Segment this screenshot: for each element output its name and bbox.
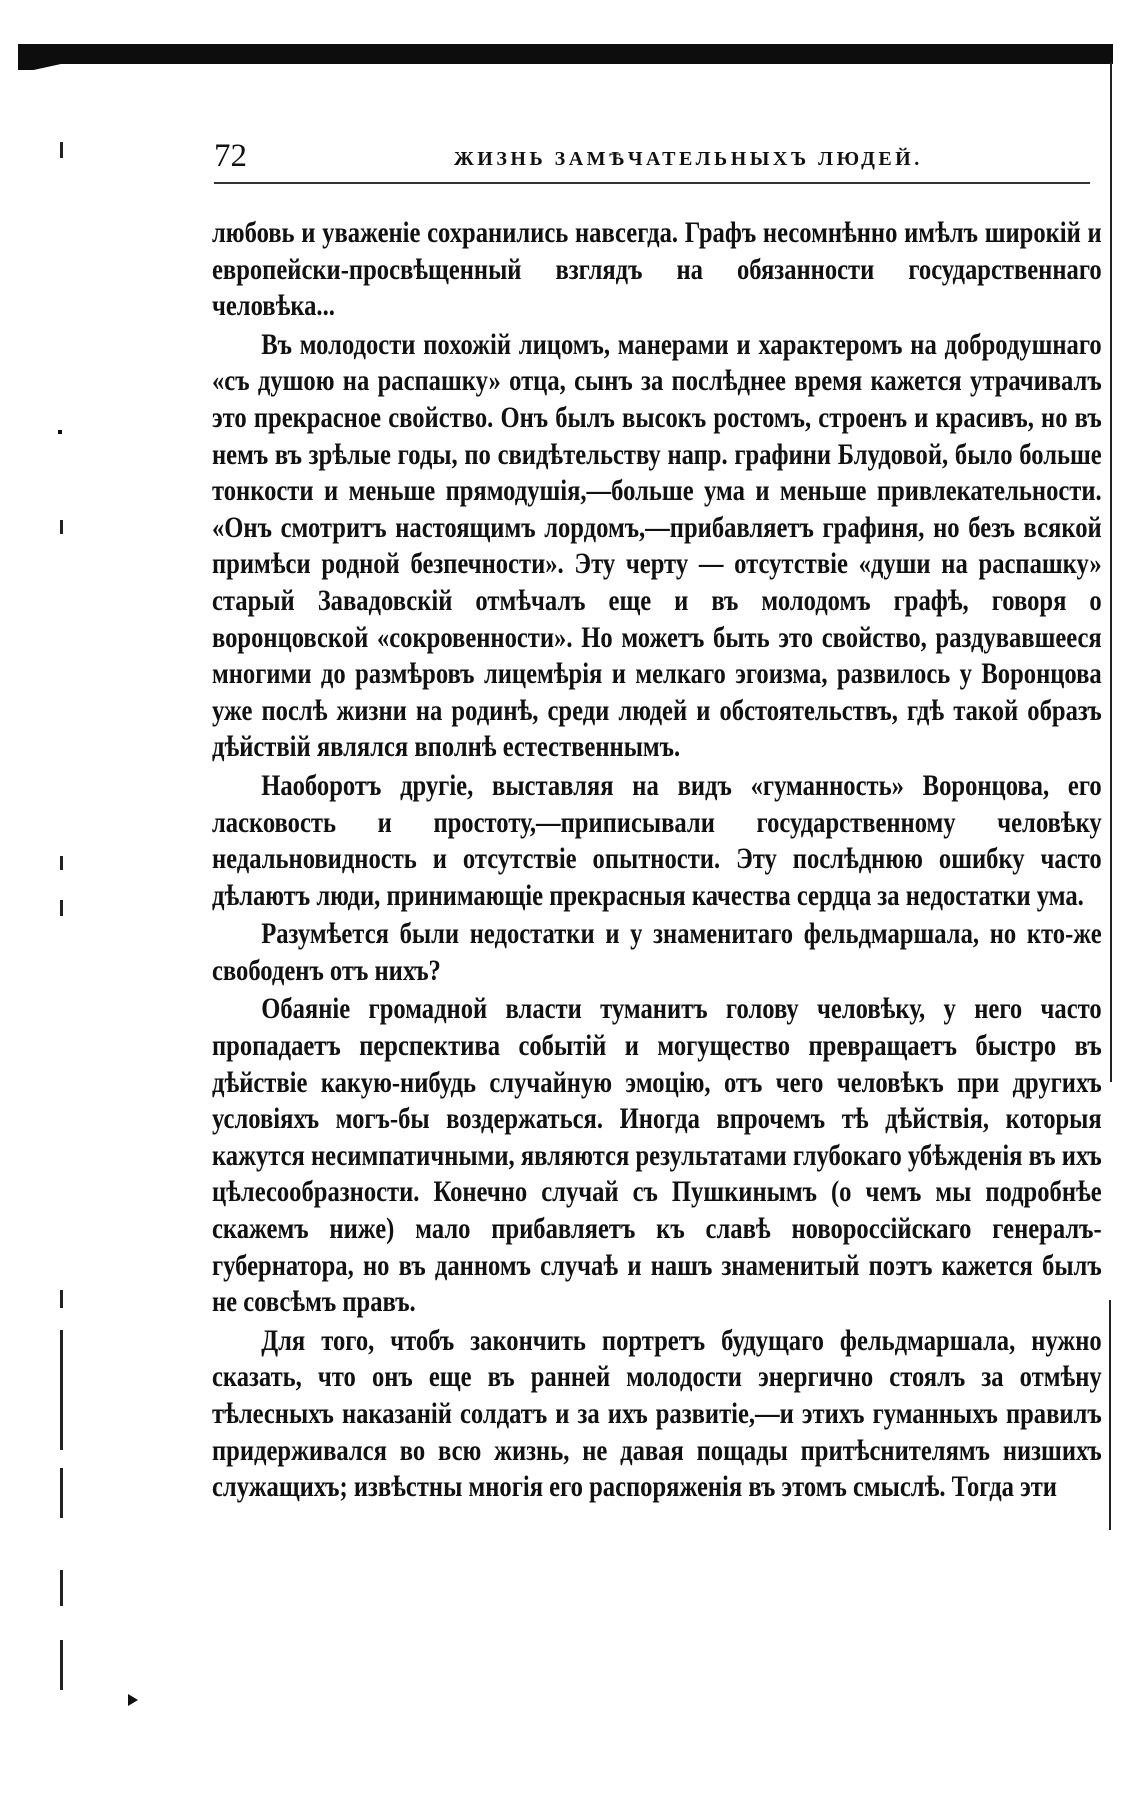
margin-mark <box>60 856 63 870</box>
paragraph: Разумѣется были недостатки и у знаменитаго фельдмаршала, но кто-же свободенъ отъ нихъ? <box>212 917 1102 987</box>
page-top-border-notch <box>18 62 70 70</box>
margin-mark <box>60 1290 63 1308</box>
paragraph: любовь и уваженіе сохранились навсегда. Графъ несомнѣнно имѣлъ широкій и европейски-просвѣщенный взглядъ на обязанности государственнаго человѣка... <box>212 216 1102 323</box>
margin-mark <box>60 1468 63 1518</box>
header-rule <box>214 182 1090 184</box>
paragraph: Для того, чтобъ закончить портретъ будущаго фельдмаршала, нужно сказать, что онъ еще въ ранней молодости энергично стоялъ за отмѣну тѣлесныхъ наказаній солдатъ и за ихъ развитіе,—и этихъ гуманныхъ правилъ придерживался во всю жизнь, не давая пощады притѣснителямъ низшихъ служащихъ; извѣстны многія его распоряженія въ этомъ смыслѣ. Тогда эти <box>212 1323 1102 1504</box>
page-number: 72 <box>214 138 247 174</box>
page-body <box>212 215 1102 1508</box>
paragraph: Въ молодости похожій лицомъ, манерами и характеромъ на добродушнаго «съ душою на распашку» отца, сынъ за послѣднее время кажется утрачивалъ это прекрасное свойство. Онъ былъ высокъ ростомъ, строенъ и красивъ, но въ немъ въ зрѣлые годы, по свидѣтельству напр. графини Блудовой, было больше тонкости и меньше прямодушія,—больше ума и меньше привлекательности. «Онъ смотритъ настоящимъ лордомъ,—прибавляетъ графиня, но безъ всякой примѣси родной безпечности». Эту черту — отсутствіе «души на распашку» старый Завадовскій отмѣчалъ еще и въ молодомъ графѣ, говоря о воронцовской «сокровенности». Но можетъ быть это свойство, раздувавшееся многими до размѣровъ лицемѣрія и мелкаго эгоизма, развилось у Воронцова уже послѣ жизни на родинѣ, среди людей и обстоятельствъ, гдѣ такой образъ дѣйствій являлся вполнѣ естественнымъ. <box>212 327 1102 764</box>
paragraph: Наоборотъ другіе, выставляя на видъ «гуманность» Воронцова, его ласковость и простоту,—приписывали государственному человѣку недальновидность и отсутствіе опытности. Эту послѣднюю ошибку часто дѣлаютъ люди, принимающіе прекрасныя качества сердца за недостатки ума. <box>212 768 1102 912</box>
margin-mark <box>60 142 63 158</box>
margin-mark <box>60 1570 63 1606</box>
page-corner-mark <box>128 1694 138 1706</box>
page-right-edge-lower <box>1109 1300 1111 1530</box>
margin-mark <box>60 1330 63 1450</box>
margin-mark <box>60 1640 63 1690</box>
page-top-border <box>18 44 1113 64</box>
margin-mark <box>60 520 63 534</box>
margin-mark <box>60 900 63 916</box>
page-header <box>214 138 1094 180</box>
margin-dot <box>58 430 62 434</box>
paragraph: Обаяніе громадной власти туманитъ голову человѣку, у него часто пропадаетъ перспектива событій и могущество превращаетъ быстро въ дѣйствіе какую-нибудь случайную эмоцію, отъ чего человѣкъ при другихъ условіяхъ могъ-бы воздержаться. Иногда впрочемъ тѣ дѣйствія, которыя кажутся несимпатичными, являются результатами глубокаго убѣжденія въ ихъ цѣлесообразности. Конечно случай съ Пушкинымъ (о чемъ мы подробнѣе скажемъ ниже) мало прибавляетъ къ славѣ новороссійскаго генералъ-губернатора, но въ данномъ случаѣ и нашъ знаменитый поэтъ кажется былъ не совсѣмъ правъ. <box>212 992 1102 1319</box>
page-right-edge <box>1110 62 1112 1082</box>
running-head: ЖИЗНЬ ЗАМѢЧАТЕЛЬНЫХЪ ЛЮДЕЙ. <box>454 148 923 170</box>
